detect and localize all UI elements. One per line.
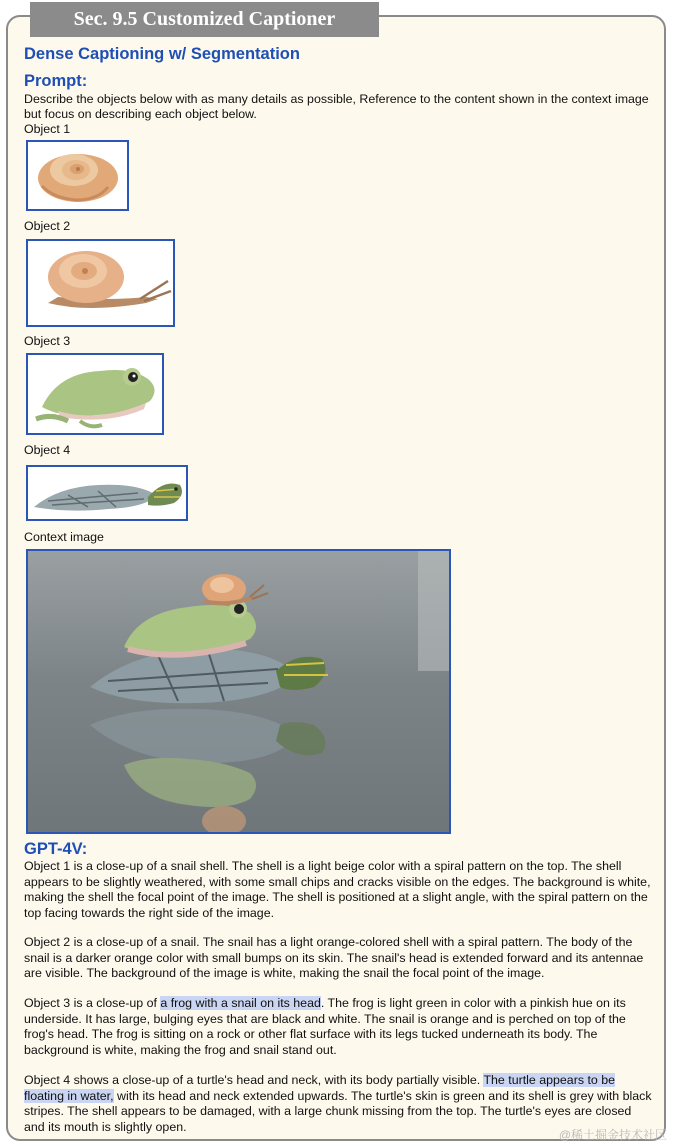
highlight-frog-snail: a frog with a snail on its head <box>160 996 321 1010</box>
watermark: @稀土掘金技术社区 <box>558 1128 667 1142</box>
turtle-image <box>26 465 188 521</box>
p3-text-end: . The frog is light green in color with a pinkish hue on its underside. It has large, bulging eyes that are black and white. The snail is orange and is perched on top of the frog's head. The frog is sitting on a rock or other flat surface with its legs tucked underneath its body. The background is white, making the frog and snail stand out. <box>24 996 626 1057</box>
highlight-turtle-floating: The turtle appears to be floating in water, <box>24 1073 616 1103</box>
response-paragraph-1: Object 1 is a close-up of a snail shell. The shell is a light beige color with a spiral pattern on the top. The shell appears to be slightly weathered, with some small chips and cracks visible on the edges. The background is white, making the shell the focal point of the image. The shell is positioned at a slight angle, with the spiral pattern on the top facing towards the right side of the image. <box>24 859 651 920</box>
snail-shell-image <box>26 140 129 211</box>
response-paragraph-2: Object 2 is a close-up of a snail. The snail has a light orange-colored shell with a spiral pattern. The body of the snail is a darker orange color with small bumps on its skin. The snail's head is extended forward and its antennae are visible. The background of the image is white, making the snail the focal point of the image. <box>24 935 644 981</box>
context-label: Context image <box>24 530 104 544</box>
prompt-text: Describe the objects below with as many details as possible, Reference to the content shown in the context image but focus on describing each object below. <box>24 92 649 122</box>
object-1-label: Object 1 <box>24 122 71 136</box>
section-tag: Sec. 9.5 Customized Captioner <box>30 2 379 37</box>
p3-text-start: Object 3 is a close-up of <box>24 996 161 1010</box>
frog-image <box>26 353 164 435</box>
p4-text-end: with its head and neck extended upwards. The turtle's skin is green and its shell is grey with black stripes. The shell appears to be damaged, with a large chunk missing from the top. The turtle's eyes are closed and its mouth is slightly open. <box>24 1088 652 1134</box>
context-image <box>26 549 451 834</box>
p4-text-start: Object 4 shows a close-up of a turtle's head and neck, with its body partially visible. <box>24 1073 484 1087</box>
page-title: Dense Captioning w/ Segmentation <box>24 45 300 63</box>
object-3-label: Object 3 <box>24 334 71 348</box>
response-paragraph-3 <box>24 996 654 1058</box>
response-heading: GPT-4V: <box>24 840 88 858</box>
object-2-label: Object 2 <box>24 219 71 233</box>
prompt-heading: Prompt: <box>24 72 88 90</box>
snail-image <box>26 239 175 327</box>
object-4-label: Object 4 <box>24 443 71 457</box>
